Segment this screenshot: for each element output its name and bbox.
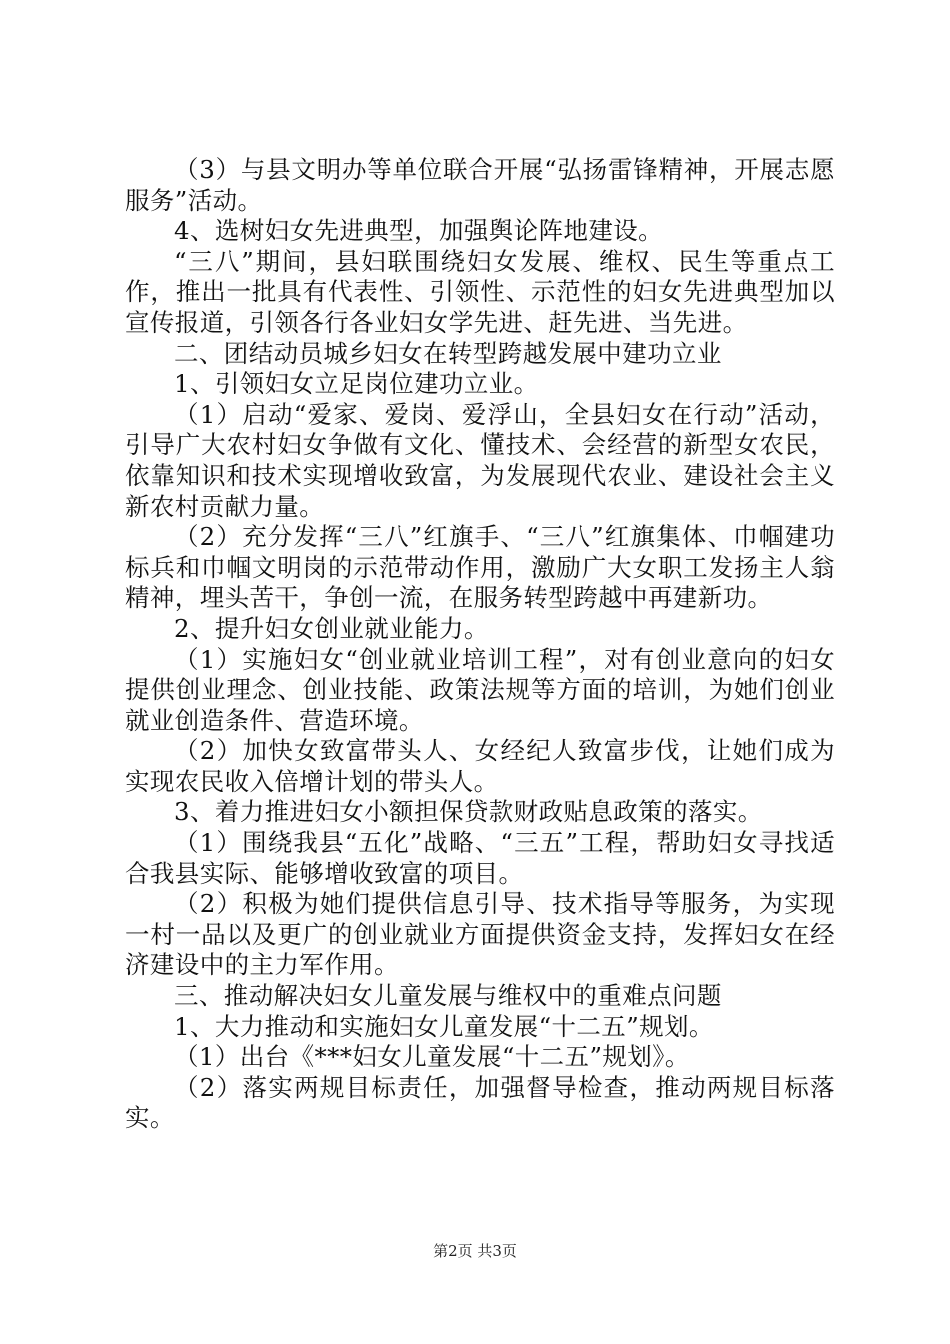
paragraph-2: 4、选树妇女先进典型，加强舆论阵地建设。 xyxy=(174,216,664,246)
section-heading-3: 三、推动解决妇女儿童发展与维权中的重难点问题 xyxy=(174,981,722,1011)
paragraph-7: （2）充分发挥“三八”红旗手、“三八”红旗集体、巾帼建功标兵和巾帼文明岗的示范带动作用，激励广大女职工发扬主人翁精神，埋头苦干，争创一流，在服务转型跨越中再建新功。 xyxy=(125,522,835,613)
paragraph-10: （2）加快女致富带头人、女经纪人致富步伐，让她们成为实现农民收入倍增计划的带头人。 xyxy=(125,736,835,796)
paragraph-6: （1）启动“爱家、爱岗、爱浮山，全县妇女在行动”活动，引导广大农村妇女争做有文化、懂技术、会经营的新型女农民，依靠知识和技术实现增收致富，为发展现代农业、建设社会主义新农村贡献力量。 xyxy=(125,399,835,521)
section-heading-2: 二、团结动员城乡妇女在转型跨越发展中建功立业 xyxy=(174,338,722,368)
document-body xyxy=(125,155,835,1134)
paragraph-8: 2、提升妇女创业就业能力。 xyxy=(174,613,489,643)
paragraph-12: （1）围绕我县“五化”战略、“三五”工程，帮助妇女寻找适合我县实际、能够增收致富的项目。 xyxy=(125,828,835,888)
page-footer: 第2页 共3页 xyxy=(433,1242,517,1260)
paragraph-15: 1、大力推动和实施妇女儿童发展“十二五”规划。 xyxy=(174,1011,714,1041)
paragraph-16: （1）出台《***妇女儿童发展“十二五”规划》。 xyxy=(174,1042,690,1072)
paragraph-9: （1）实施妇女“创业就业培训工程”，对有创业意向的妇女提供创业理念、创业技能、政策法规等方面的培训，为她们创业就业创造条件、营造环境。 xyxy=(125,644,835,735)
paragraph-11: 3、着力推进妇女小额担保贷款财政贴息政策的落实。 xyxy=(174,797,763,827)
paragraph-17: （2）落实两规目标责任，加强督导检查，推动两规目标落实。 xyxy=(125,1072,835,1133)
paragraph-13: （2）积极为她们提供信息引导、技术指导等服务，为实现一村一品以及更广的创业就业方面提供资金支持，发挥妇女在经济建设中的主力军作用。 xyxy=(125,889,835,980)
paragraph-1: （3）与县文明办等单位联合开展“弘扬雷锋精神，开展志愿服务”活动。 xyxy=(125,155,835,215)
paragraph-3: “三八”期间，县妇联围绕妇女发展、维权、民生等重点工作，推出一批具有代表性、引领性、示范性的妇女先进典型加以宣传报道，引领各行各业妇女学先进、赶先进、当先进。 xyxy=(125,246,835,337)
paragraph-5: 1、引领妇女立足岗位建功立业。 xyxy=(174,369,539,399)
